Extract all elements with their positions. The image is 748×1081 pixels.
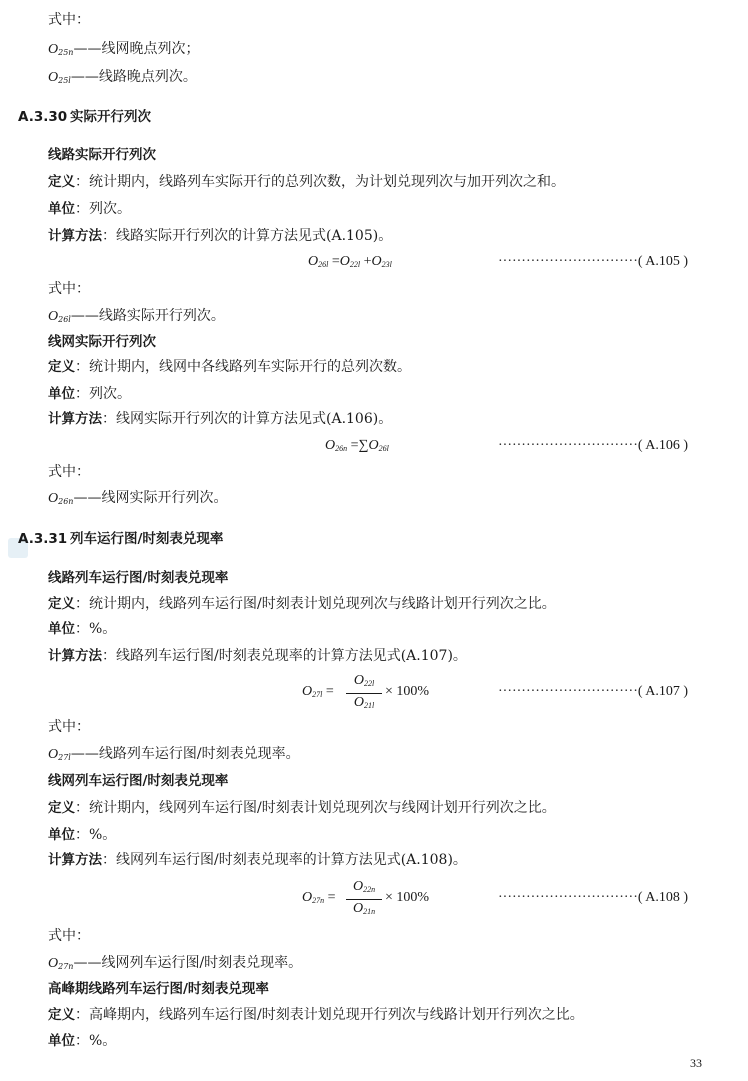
calc-label: 计算方法 bbox=[48, 852, 102, 868]
definition-text: ：统计期内，线路列车实际开行的总列次数，为计划兑现列次与加开列次之和。 bbox=[75, 174, 565, 190]
unit-text: ：列次。 bbox=[75, 201, 131, 217]
definition-label: 定义 bbox=[48, 800, 75, 816]
section-heading-a331 bbox=[18, 530, 223, 548]
symbol-o: O bbox=[308, 254, 319, 269]
var-desc: ——线路列车运行图/时刻表兑现率。 bbox=[70, 746, 300, 762]
var-def-o26l bbox=[48, 307, 225, 329]
subheading-net-actual: 线网实际开行列次 bbox=[48, 334, 156, 350]
subscript: 23l bbox=[381, 260, 392, 269]
var-def-o27l bbox=[48, 745, 300, 767]
equation-tag: ( A.107 ) bbox=[637, 684, 689, 699]
subscript: 22l bbox=[349, 260, 361, 269]
unit-label: 单位 bbox=[48, 827, 75, 843]
definition-label: 定义 bbox=[48, 1007, 75, 1023]
equals-sign: = bbox=[350, 438, 359, 453]
section-title: 列车运行图/时刻表兑现率 bbox=[70, 531, 224, 547]
symbol-o: O bbox=[368, 438, 379, 453]
subscript: 25n bbox=[58, 48, 74, 57]
shizhong-label: 式中： bbox=[48, 928, 90, 944]
symbol-o: O bbox=[48, 956, 59, 971]
subheading-line-actual: 线路实际开行列次 bbox=[48, 147, 156, 163]
subscript: 27l bbox=[58, 753, 71, 762]
unit-text: ：%。 bbox=[75, 827, 117, 843]
definition-text: ：统计期内，线网列车运行图/时刻表计划兑现列次与线网计划开行列次之比。 bbox=[75, 800, 556, 816]
unit-line-actual bbox=[48, 200, 131, 218]
subscript: 26n bbox=[335, 444, 348, 453]
definition-net-rate bbox=[48, 799, 556, 817]
shizhong-label: 式中： bbox=[48, 464, 90, 480]
subscript: 27n bbox=[58, 962, 74, 971]
subscript: 27n bbox=[312, 896, 325, 905]
section-heading-a330 bbox=[18, 108, 151, 126]
section-number: A.3.30 bbox=[18, 109, 68, 125]
subscript: 27l bbox=[312, 690, 323, 699]
subscript: 21n bbox=[363, 907, 376, 916]
var-desc: ——线网晚点列次； bbox=[73, 41, 200, 57]
equation-number-a106 bbox=[498, 437, 688, 455]
definition-text: ：高峰期内，线路列车运行图/时刻表计划兑现开行列次与线路计划开行列次之比。 bbox=[75, 1007, 584, 1023]
subscript: 26l bbox=[318, 260, 329, 269]
sum-sign: ∑ bbox=[358, 438, 369, 453]
definition-text: ：统计期内，线网中各线路列车实际开行的总列次数。 bbox=[75, 359, 411, 375]
equation-a105 bbox=[308, 253, 392, 274]
unit-net-actual bbox=[48, 385, 131, 403]
var-desc: ——线路实际开行列次。 bbox=[70, 308, 225, 324]
subscript: 21l bbox=[363, 701, 375, 710]
leader-dots: ······························ bbox=[498, 890, 638, 905]
unit-text: ：列次。 bbox=[75, 386, 131, 402]
shizhong-label: 式中： bbox=[48, 12, 90, 28]
page-number: 33 bbox=[690, 1056, 702, 1070]
denominator bbox=[346, 695, 382, 714]
calc-label: 计算方法 bbox=[48, 411, 102, 427]
definition-label: 定义 bbox=[48, 359, 75, 375]
definition-peak-rate bbox=[48, 1006, 584, 1024]
calc-text: ：线路实际开行列次的计算方法见式(A.105)。 bbox=[102, 228, 393, 244]
symbol-o: O bbox=[48, 42, 59, 57]
equation-number-a105 bbox=[498, 253, 688, 271]
unit-peak-rate bbox=[48, 1032, 116, 1050]
symbol-o: O bbox=[371, 254, 382, 269]
equals-sign: = bbox=[327, 890, 336, 905]
subheading-net-rate: 线网列车运行图/时刻表兑现率 bbox=[48, 773, 229, 789]
equals-sign: = bbox=[325, 684, 334, 699]
fraction-a107 bbox=[346, 673, 382, 714]
fraction-bar bbox=[346, 899, 382, 900]
denominator bbox=[346, 901, 382, 920]
times-100-percent: × 100% bbox=[385, 890, 430, 905]
symbol-o: O bbox=[48, 747, 59, 762]
definition-net-actual bbox=[48, 358, 411, 376]
subscript: 26n bbox=[58, 497, 74, 506]
leader-dots: ······························ bbox=[498, 254, 638, 269]
symbol-o: O bbox=[353, 695, 364, 710]
symbol-o: O bbox=[352, 879, 364, 894]
equation-tag: ( A.106 ) bbox=[637, 438, 689, 453]
var-def-o25n bbox=[48, 40, 199, 62]
symbol-o: O bbox=[48, 491, 59, 506]
equation-tag: ( A.105 ) bbox=[637, 254, 689, 269]
definition-line-actual bbox=[48, 173, 565, 191]
subscript: 26l bbox=[58, 315, 71, 324]
equation-a106 bbox=[325, 437, 389, 458]
subscript: 25l bbox=[58, 76, 71, 85]
equation-tag: ( A.108 ) bbox=[637, 890, 689, 905]
equation-a108-lhs bbox=[302, 889, 336, 910]
symbol-o: O bbox=[325, 438, 336, 453]
calc-line-rate bbox=[48, 647, 467, 665]
equation-number-a107 bbox=[498, 683, 688, 701]
unit-label: 单位 bbox=[48, 621, 75, 637]
unit-label: 单位 bbox=[48, 386, 75, 402]
unit-line-rate bbox=[48, 620, 116, 638]
times-100-percent: × 100% bbox=[385, 684, 430, 699]
symbol-o: O bbox=[302, 684, 313, 699]
calc-line-actual bbox=[48, 227, 392, 245]
leader-dots: ······························ bbox=[498, 684, 638, 699]
subscript: 22n bbox=[363, 885, 376, 894]
unit-label: 单位 bbox=[48, 1033, 75, 1049]
plus-sign: + bbox=[363, 254, 372, 269]
equation-a107-lhs bbox=[302, 683, 334, 704]
symbol-o: O bbox=[48, 70, 59, 85]
unit-net-rate bbox=[48, 826, 116, 844]
var-def-o26n bbox=[48, 489, 227, 511]
symbol-o: O bbox=[339, 254, 350, 269]
calc-label: 计算方法 bbox=[48, 228, 102, 244]
calc-text: ：线网实际开行列次的计算方法见式(A.106)。 bbox=[102, 411, 393, 427]
section-number: A.3.31 bbox=[18, 531, 68, 547]
symbol-o: O bbox=[48, 309, 59, 324]
numerator bbox=[346, 673, 382, 692]
var-desc: ——线路晚点列次。 bbox=[70, 69, 197, 85]
unit-label: 单位 bbox=[48, 201, 75, 217]
calc-text: ：线路列车运行图/时刻表兑现率的计算方法见式(A.107)。 bbox=[102, 648, 467, 664]
leader-dots: ······························ bbox=[498, 438, 638, 453]
subheading-peak-rate: 高峰期线路列车运行图/时刻表兑现率 bbox=[48, 981, 269, 997]
subscript: 26l bbox=[378, 444, 389, 453]
unit-text: ：%。 bbox=[75, 621, 117, 637]
fraction-bar bbox=[346, 693, 382, 694]
calc-text: ：线网列车运行图/时刻表兑现率的计算方法见式(A.108)。 bbox=[102, 852, 467, 868]
equation-number-a108 bbox=[498, 889, 688, 907]
unit-text: ：%。 bbox=[75, 1033, 117, 1049]
subscript: 22l bbox=[363, 679, 375, 688]
numerator bbox=[346, 879, 382, 898]
equals-sign: = bbox=[331, 254, 340, 269]
definition-label: 定义 bbox=[48, 174, 75, 190]
shizhong-label: 式中： bbox=[48, 281, 90, 297]
var-desc: ——线网列车运行图/时刻表兑现率。 bbox=[73, 955, 303, 971]
section-title: 实际开行列次 bbox=[70, 109, 151, 125]
var-desc: ——线网实际开行列次。 bbox=[73, 490, 228, 506]
symbol-o: O bbox=[352, 901, 364, 916]
subheading-line-rate: 线路列车运行图/时刻表兑现率 bbox=[48, 570, 229, 586]
calc-net-rate bbox=[48, 851, 467, 869]
calc-label: 计算方法 bbox=[48, 648, 102, 664]
definition-text: ：统计期内，线路列车运行图/时刻表计划兑现列次与线路计划开行列次之比。 bbox=[75, 596, 556, 612]
symbol-o: O bbox=[302, 890, 313, 905]
definition-label: 定义 bbox=[48, 596, 75, 612]
calc-net-actual bbox=[48, 410, 392, 428]
definition-line-rate bbox=[48, 595, 556, 613]
var-def-o27n bbox=[48, 954, 302, 976]
shizhong-label: 式中： bbox=[48, 719, 90, 735]
fraction-a108 bbox=[346, 879, 382, 920]
var-def-o25l bbox=[48, 68, 197, 90]
symbol-o: O bbox=[353, 673, 364, 688]
